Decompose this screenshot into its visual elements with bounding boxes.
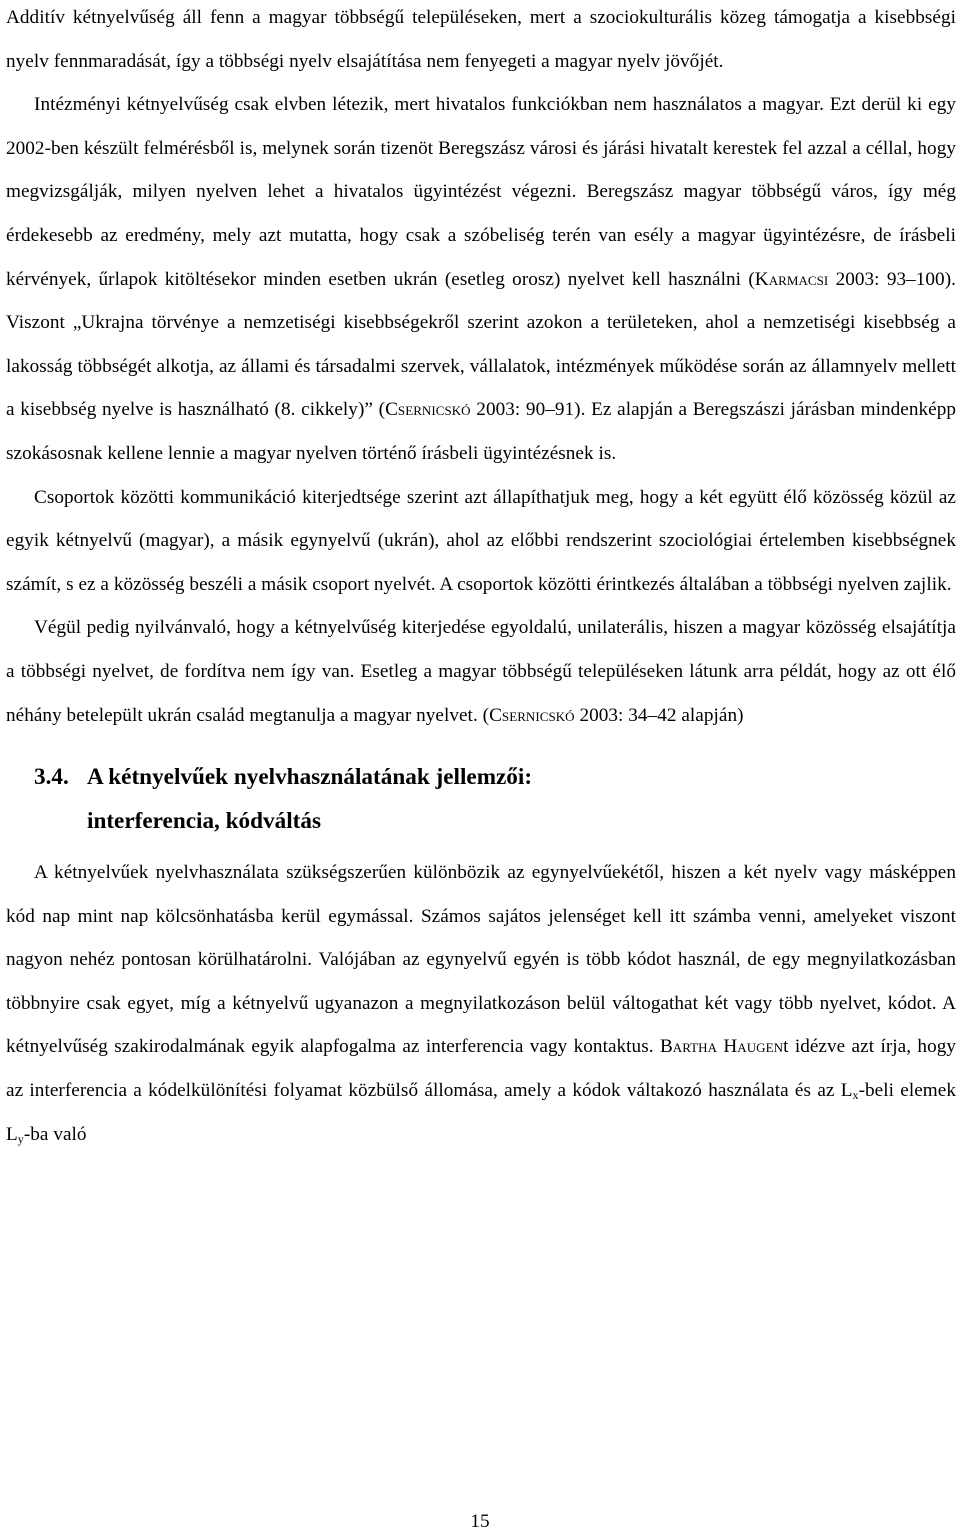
author-name: Csernicskó — [489, 704, 575, 726]
document-page — [6, 0, 956, 1156]
section-title-line2: interferencia, kódváltás — [87, 808, 321, 835]
subscript-y: y — [17, 1131, 24, 1146]
author-name: Bartha Haugen — [659, 1036, 784, 1058]
subscript-x: x — [852, 1088, 859, 1103]
paragraph-unilateral-bilingualism — [6, 606, 956, 737]
paragraph-text: -ba való — [23, 1123, 87, 1145]
paragraph-text: -beli elemek L — [6, 1080, 956, 1145]
author-name: Csernicskó — [385, 399, 471, 421]
paragraph-text: Csoportok közötti kommunikáció kiterjedtsége szerint azt állapíthatjuk meg, hogy a két együtt élő közösség közül az egyik kétnyelvű (magyar), a másik egynyelvű (ukrán), ahol az előbbi rendszerint szociológiai értelemben kisebbségnek számít, s ez a közösség beszéli a másik csoport nyelvét. A csoportok közötti érintkezés általában a többségi nyelven zajlik. — [6, 486, 956, 595]
paragraph-text: 2003: 90–91). Ez alapján a Beregszászi járásban mindenképp szokásosnak kellene lennie a magyar nyelven történő írásbeli ügyintézésnek is. — [6, 399, 956, 464]
paragraph-text: Intézményi kétnyelvűség csak elvben létezik, mert hivatalos funkciókban nem használatos a magyar. Ezt derül ki egy 2002-ben készült felmérésből is, melynek során tizenöt Beregszász városi és járási hivatalt kerestek fel azzal a céllal, hogy megvizsgálják, milyen nyelven lehet a hivatalos ügyintézést végezni. Beregszász magyar többségű város, így még érdekesebb az eredmény, mely azt mutatta, hogy csak a szóbeliség terén van esély a magyar ügyintézésre, de írásbeli kérvények, űrlapok kitöltésekor minden esetben ukrán (esetleg orosz) nyelvet kell használni ( — [6, 94, 956, 290]
paragraph-intergroup-communication — [6, 476, 956, 607]
paragraph-additive-bilingualism — [6, 0, 956, 83]
paragraph-text: 2003: 34–42 alapján) — [574, 704, 744, 726]
paragraph-text: 2003: 93–100). Viszont „Ukrajna törvénye a nemzetiségi kisebbségekről szerint azokon a területeken, ahol a nemzetiségi kisebbség a lakosság többségét alkotja, az állami és társadalmi szervek, vállalatok, intézmények működése során az államnyelv mellett a kisebbség nyelve is használható (8. cikkely)” ( — [6, 268, 956, 421]
section-title-line1: A kétnyelvűek nyelvhasználatának jellemzői: — [87, 764, 533, 791]
paragraph-institutional-bilingualism — [6, 83, 956, 475]
section-number: 3.4. — [34, 764, 69, 791]
section-heading — [6, 755, 956, 843]
paragraph-text: A kétnyelvűek nyelvhasználata szükségszerűen különbözik az egynyelvűekétől, hiszen a két nyelv vagy másképpen kód nap mint nap kölcsönhatásba kerül egymással. Számos sajátos jelenséget kell itt számba venni, amelyeket viszont nagyon nehéz pontosan körülhatárolni. Valójában az egynyelvű egyén is több kódot használ, de egy megnyilatkozásban többnyire csak egyet, míg a kétnyelvű ugyanazon a megnyilatkozáson belül váltogathat két vagy több nyelvet, kódot. A kétnyelvűség szakirodalmának egyik alapfogalma az interferencia vagy kontaktus. — [6, 862, 956, 1058]
paragraph-text: Additív kétnyelvűség áll fenn a magyar többségű településeken, mert a szociokulturális közeg támogatja a kisebbségi nyelv fennmaradását, így a többségi nyelv elsajátítása nem fenyegeti a magyar nyelv jövőjét. — [6, 7, 956, 72]
paragraph-text: Végül pedig nyilvánvaló, hogy a kétnyelvűség kiterjedése egyoldalú, unilaterális, hiszen a magyar közösség elsajátítja a többségi nyelvet, de fordítva nem így van. Esetleg a magyar többségű településeken látunk arra példát, hogy az ott élő néhány betelepült ukrán család megtanulja a magyar nyelvet. ( — [6, 617, 956, 726]
author-name: Karmacsi — [754, 268, 829, 290]
paragraph-text: t idézve azt írja, hogy az interferencia a kódelkülönítési folyamat közbülső állomása, amely a kódok váltakozó használata és az L — [6, 1036, 957, 1102]
page-number: 15 — [470, 1511, 490, 1532]
paragraph-interference — [6, 851, 956, 1156]
